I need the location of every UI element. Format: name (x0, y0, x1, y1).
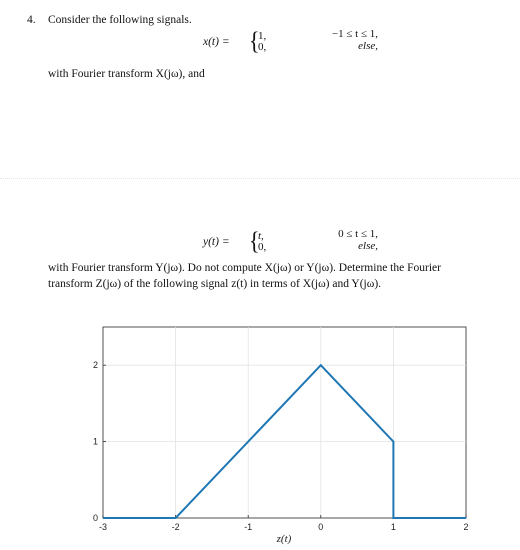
signal-plot (0, 315, 520, 550)
y-def-case2-value: 0, (258, 241, 267, 253)
y-def-case1-value: t, (258, 230, 264, 242)
y-def-lhs: y(t) = (203, 236, 230, 248)
paragraph-line-2: transform Z(jω) of the following signal z(t) in terms of X(jω) and Y(jω). (48, 278, 382, 290)
x-def-case2-condition: else, (358, 40, 378, 52)
y-def-brace: { (249, 226, 260, 255)
x-def-case1-value: 1, (258, 30, 267, 42)
x-def-lhs: x(t) = (203, 36, 230, 48)
x-tick-label: 0 (318, 522, 324, 532)
x-def-case1-condition: −1 ≤ t ≤ 1, (331, 28, 378, 40)
y-def-case2-condition: else, (358, 240, 378, 252)
y-tick-label: 0 (92, 513, 98, 523)
x-tick-label: -3 (98, 522, 108, 532)
x-tick-label: -1 (244, 522, 253, 532)
x-tick-label: -2 (171, 522, 180, 532)
y-tick-label: 1 (92, 436, 98, 447)
x-axis-label: z(t) (276, 533, 292, 545)
y-tick-label: 2 (92, 360, 98, 371)
paragraph-line-1: with Fourier transform Y(jω). Do not compute X(jω) or Y(jω). Determine the Fourier (48, 262, 441, 274)
x-tick-label: 2 (463, 522, 469, 532)
problem-number: 4. (27, 14, 36, 26)
x-def-case2-value: 0, (258, 41, 267, 53)
x-def-brace: { (249, 26, 260, 55)
page-divider (0, 178, 520, 179)
y-def-case1-condition: 0 ≤ t ≤ 1, (338, 228, 378, 240)
problem-intro: Consider the following signals. (48, 14, 192, 26)
plot-axes-box (103, 327, 466, 518)
x-tick-label: 1 (390, 522, 396, 532)
x-transform-text: with Fourier transform X(jω), and (48, 68, 205, 80)
